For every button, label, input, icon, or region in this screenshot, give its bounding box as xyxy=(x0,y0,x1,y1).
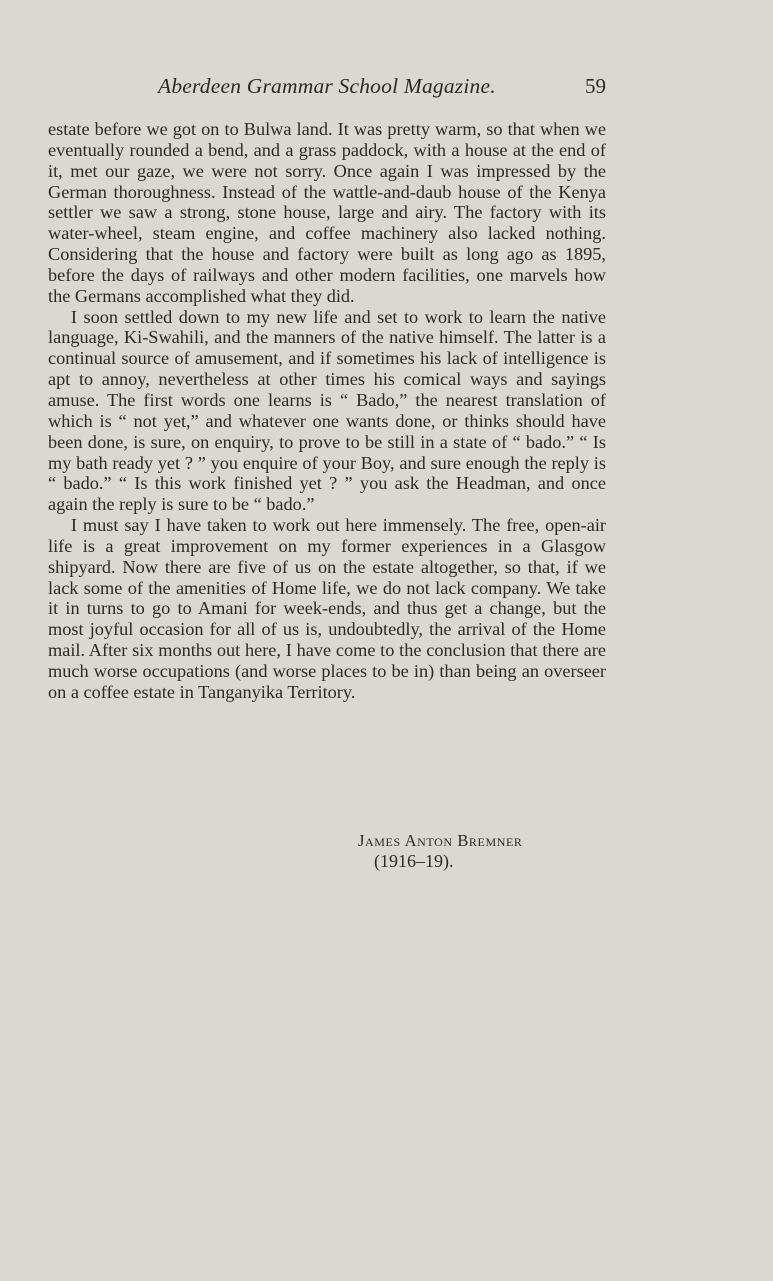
paragraph-3: I must say I have taken to work out here immensely. The free, open-air life is a great improvement on my former experiences in a Glasgow shipyard. Now there are five of us on the estate altogether, so that, if we lack some of the amenities of Home life, we do not lack company. We take it in turns to go to Amani for week-ends, and thus get a change, but the most joyful occasion for all of us is, undoubtedly, the arrival of the Home mail. After six months out here, I have come to the conclusion that there are much worse occupations (and worse places to be in) than being an overseer on a coffee estate in Tanganyika Territory. xyxy=(48,515,606,702)
paragraph-1: estate before we got on to Bulwa land. It was pretty warm, so that when we eventually rounded a bend, and a grass paddock, with a house at the end of it, met our gaze, we were not sorry. Once again I was impressed by the German thoroughness. Instead of the wattle-and-daub house of the Kenya settler we saw a strong, stone house, large and airy. The factory with its water-wheel, steam engine, and coffee machinery also lacked nothing. Considering that the house and factory were built as long ago as 1895, before the days of railways and other modern facilities, one marvels how the Germans accomplished what they did. xyxy=(48,119,606,306)
article-body xyxy=(48,119,606,703)
running-header xyxy=(48,74,606,102)
journal-title: Aberdeen Grammar School Magazine. xyxy=(158,74,496,98)
author-years: (1916–19). xyxy=(374,851,454,871)
paragraph-2: I soon settled down to my new life and set to work to learn the native language, Ki-Swahili, and the manners of the native himself. The latter is a continual source of amusement, and if sometimes his lack of intelligence is apt to annoy, nevertheless at other times his comical ways and sayings amuse. The first words one learns is “ Bado,” the nearest translation of which is “ not yet,” and whatever one wants done, or thinks should have been done, is sure, on enquiry, to prove to be still in a state of “ bado.” “ Is my bath ready yet ? ” you enquire of your Boy, and sure enough the reply is “ bado.” “ Is this work finished yet ? ” you ask the Headman, and once again the reply is sure to be “ bado.” xyxy=(48,306,606,515)
page-number: 59 xyxy=(585,74,606,98)
author-name: James Anton Bremner xyxy=(358,831,523,850)
author-signature xyxy=(358,830,598,872)
